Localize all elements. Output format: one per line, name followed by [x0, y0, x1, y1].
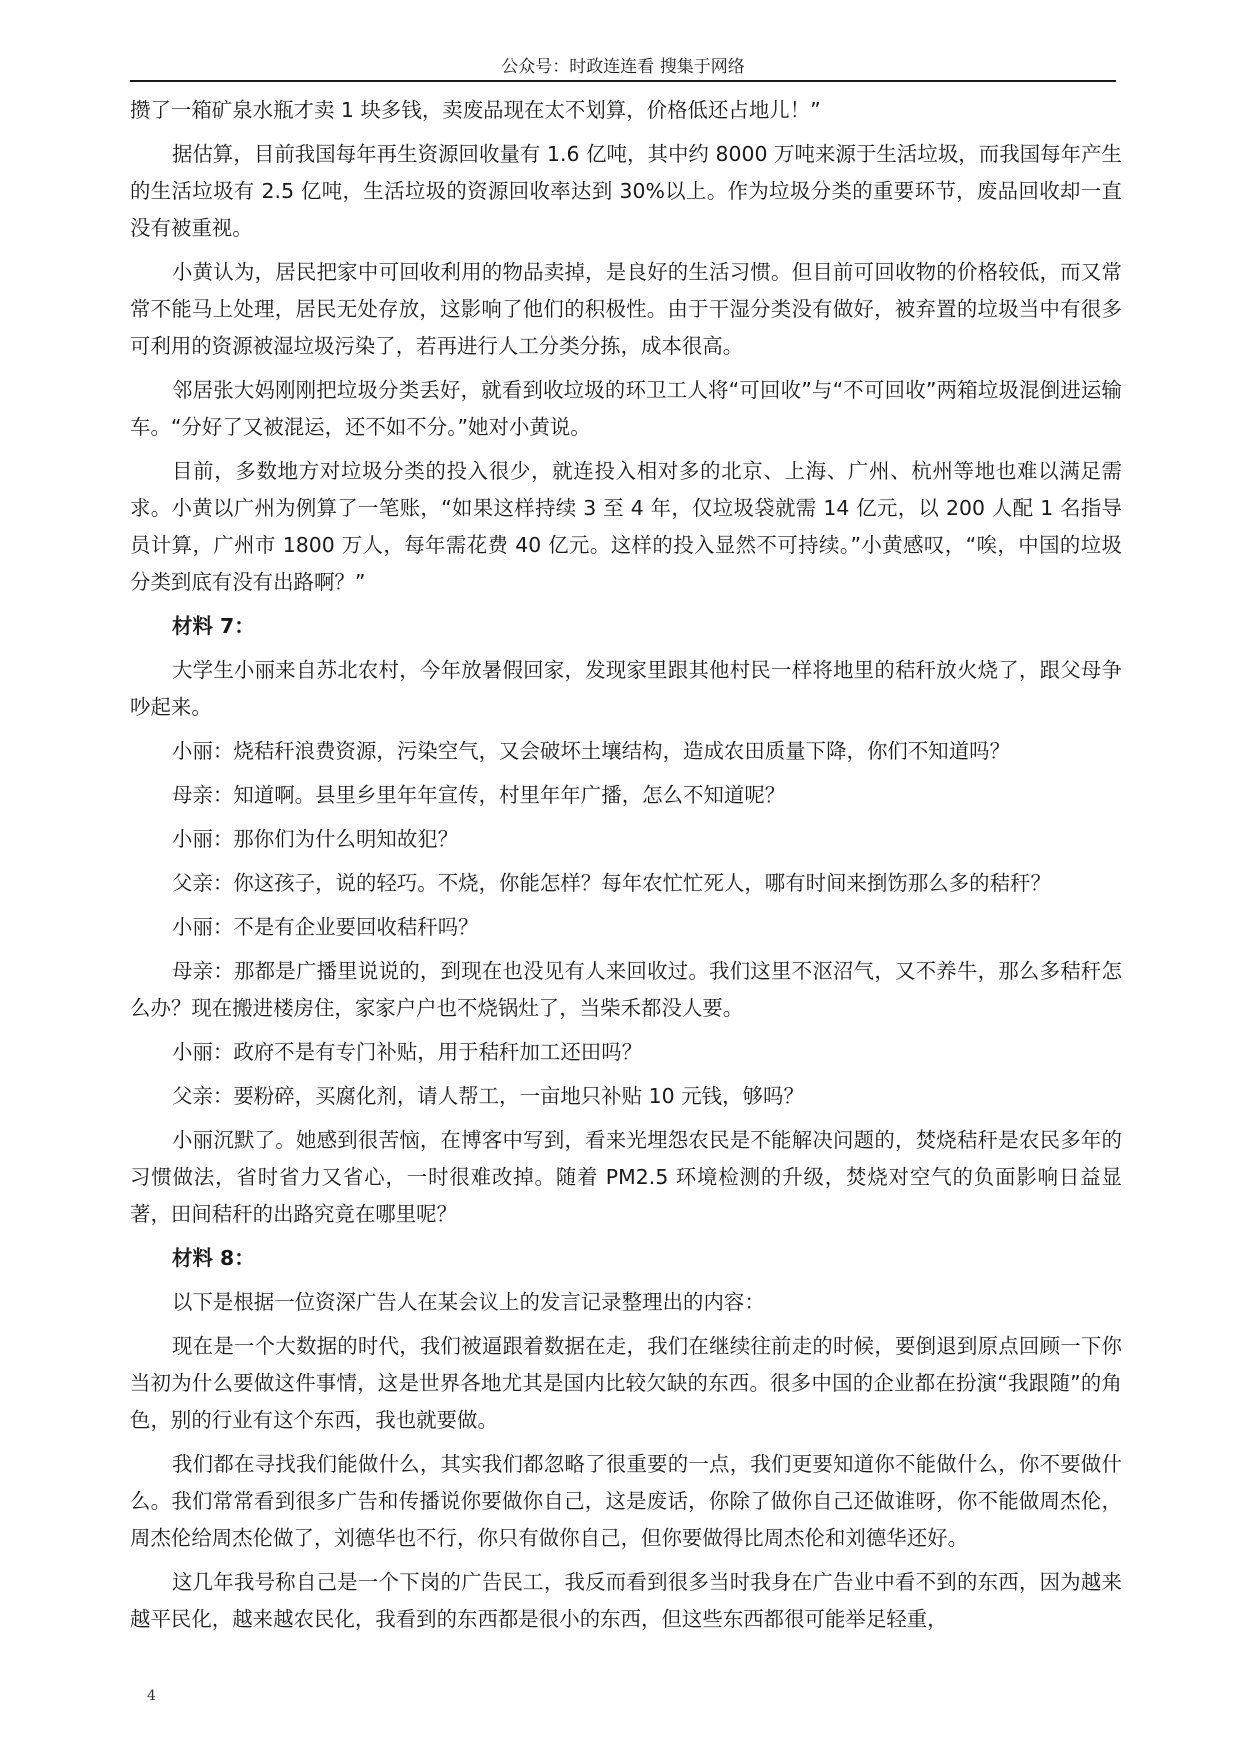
paragraph-investment: 目前，多数地方对垃圾分类的投入很少，就连投入相对多的北京、上海、广州、杭州等地也难以满足需求。小黄以广州为例算了一笔账，“如果这样持续 3 至 4 年，仅垃圾袋就需 14 亿元，以 200 人配 1 名指导员计算，广州市 1800 万人，每年需花费 40 亿元。这样的投入显然不可持续。”小黄感叹，“唉，中国的垃圾分类到底有没有出路啊？” [130, 459, 1122, 594]
paragraph-xiaohuang-view: 小黄认为，居民把家中可回收利用的物品卖掉，是良好的生活习惯。但目前可回收物的价格较低，而又常常不能马上处理，居民无处存放，这影响了他们的积极性。由于干湿分类没有做好，被弃置的垃圾当中有很多可利用的资源被湿垃圾污染了，若再进行人工分类分拣，成本很高。 [130, 260, 1122, 358]
paragraph-neighbor-zhang: 邻居张大妈刚刚把垃圾分类丢好，就看到收垃圾的环卫工人将“可回收”与“不可回收”两箱垃圾混倒进运输车。“分好了又被混运，还不如不分。”她对小黄说。 [130, 378, 1122, 439]
paragraph-ad-worker: 这几年我号称自己是一个下岗的广告民工，我反而看到很多当时我身在广告业中看不到的东西，因为越来越平民化，越来越农民化，我看到的东西都是很小的东西，但这些东西都很可能举足轻重， [130, 1570, 1122, 1631]
paragraph-continued: 攒了一箱矿泉水瓶才卖 1 块多钱，卖废品现在太不划算，价格低还占地儿！” [130, 98, 821, 122]
paragraph-speech-intro: 以下是根据一位资深广告人在某会议上的发言记录整理出的内容： [172, 1290, 765, 1314]
paragraph-xiaoli-intro: 大学生小丽来自苏北农村，今年放暑假回家，发现家里跟其他村民一样将地里的秸秆放火烧了，跟父母争吵起来。 [130, 658, 1122, 719]
section-heading-material-8: 材料 8： [172, 1246, 255, 1270]
dialogue-line: 小丽：那你们为什么明知故犯？ [172, 827, 459, 851]
page-header: 公众号：时政连连看 搜集于网络 [501, 57, 745, 77]
section-heading-material-7: 材料 7： [172, 614, 255, 638]
paragraph-recycling-stats: 据估算，目前我国每年再生资源回收量有 1.6 亿吨，其中约 8000 万吨来源于生活垃圾，而我国每年产生的生活垃圾有 2.5 亿吨，生活垃圾的资源回收率达到 30%以上。作为垃圾分类的重要环节，废品回收却一直没有被重视。 [130, 142, 1122, 240]
dialogue-line: 父亲：你这孩子，说的轻巧。不烧，你能怎样？每年农忙忙死人，哪有时间来捯饬那么多的秸秆？ [172, 871, 1051, 895]
dialogue-line: 母亲：知道啊。县里乡里年年宣传，村里年年广播，怎么不知道呢？ [172, 783, 786, 807]
dialogue-line: 小丽：不是有企业要回收秸秆吗？ [172, 915, 479, 939]
dialogue-line: 小丽：政府不是有专门补贴，用于秸秆加工还田吗？ [172, 1040, 643, 1064]
paragraph-big-data: 现在是一个大数据的时代，我们被逼跟着数据在走，我们在继续往前走的时候，要倒退到原点回顾一下你当初为什么要做这件事情，这是世界各地尤其是国内比较欠缺的东西。很多中国的企业都在扮演“我跟随”的角色，别的行业有这个东西，我也就要做。 [130, 1334, 1122, 1432]
dialogue-line: 小丽：烧秸秆浪费资源，污染空气，又会破坏土壤结构，造成农田质量下降，你们不知道吗？ [172, 739, 1011, 763]
document-body [130, 92, 1122, 1645]
paragraph-be-yourself: 我们都在寻找我们能做什么，其实我们都忽略了很重要的一点，我们更要知道你不能做什么，你不要做什么。我们常常看到很多广告和传播说你要做你自己，这是废话，你除了做你自己还做谁呀，你不能做周杰伦，周杰伦给周杰伦做了，刘德华也不行，你只有做你自己，但你要做得比周杰伦和刘德华还好。 [130, 1452, 1122, 1550]
paragraph-xiaoli-blog: 小丽沉默了。她感到很苦恼，在博客中写到，看来光埋怨农民是不能解决问题的，焚烧秸秆是农民多年的习惯做法，省时省力又省心，一时很难改掉。随着 PM2.5 环境检测的升级，焚烧对空气的负面影响日益显著，田间秸秆的出路究竟在哪里呢？ [130, 1128, 1122, 1226]
header-rule [130, 80, 1116, 82]
dialogue-line: 父亲：要粉碎，买腐化剂，请人帮工，一亩地只补贴 10 元钱，够吗？ [172, 1084, 804, 1108]
dialogue-line: 母亲：那都是广播里说说的，到现在也没见有人来回收过。我们这里不沤沼气，又不养牛，那么多秸秆怎么办？现在搬进楼房住，家家户户也不烧锅灶了，当柴禾都没人要。 [130, 959, 1122, 1020]
page-number: 4 [147, 1688, 156, 1704]
